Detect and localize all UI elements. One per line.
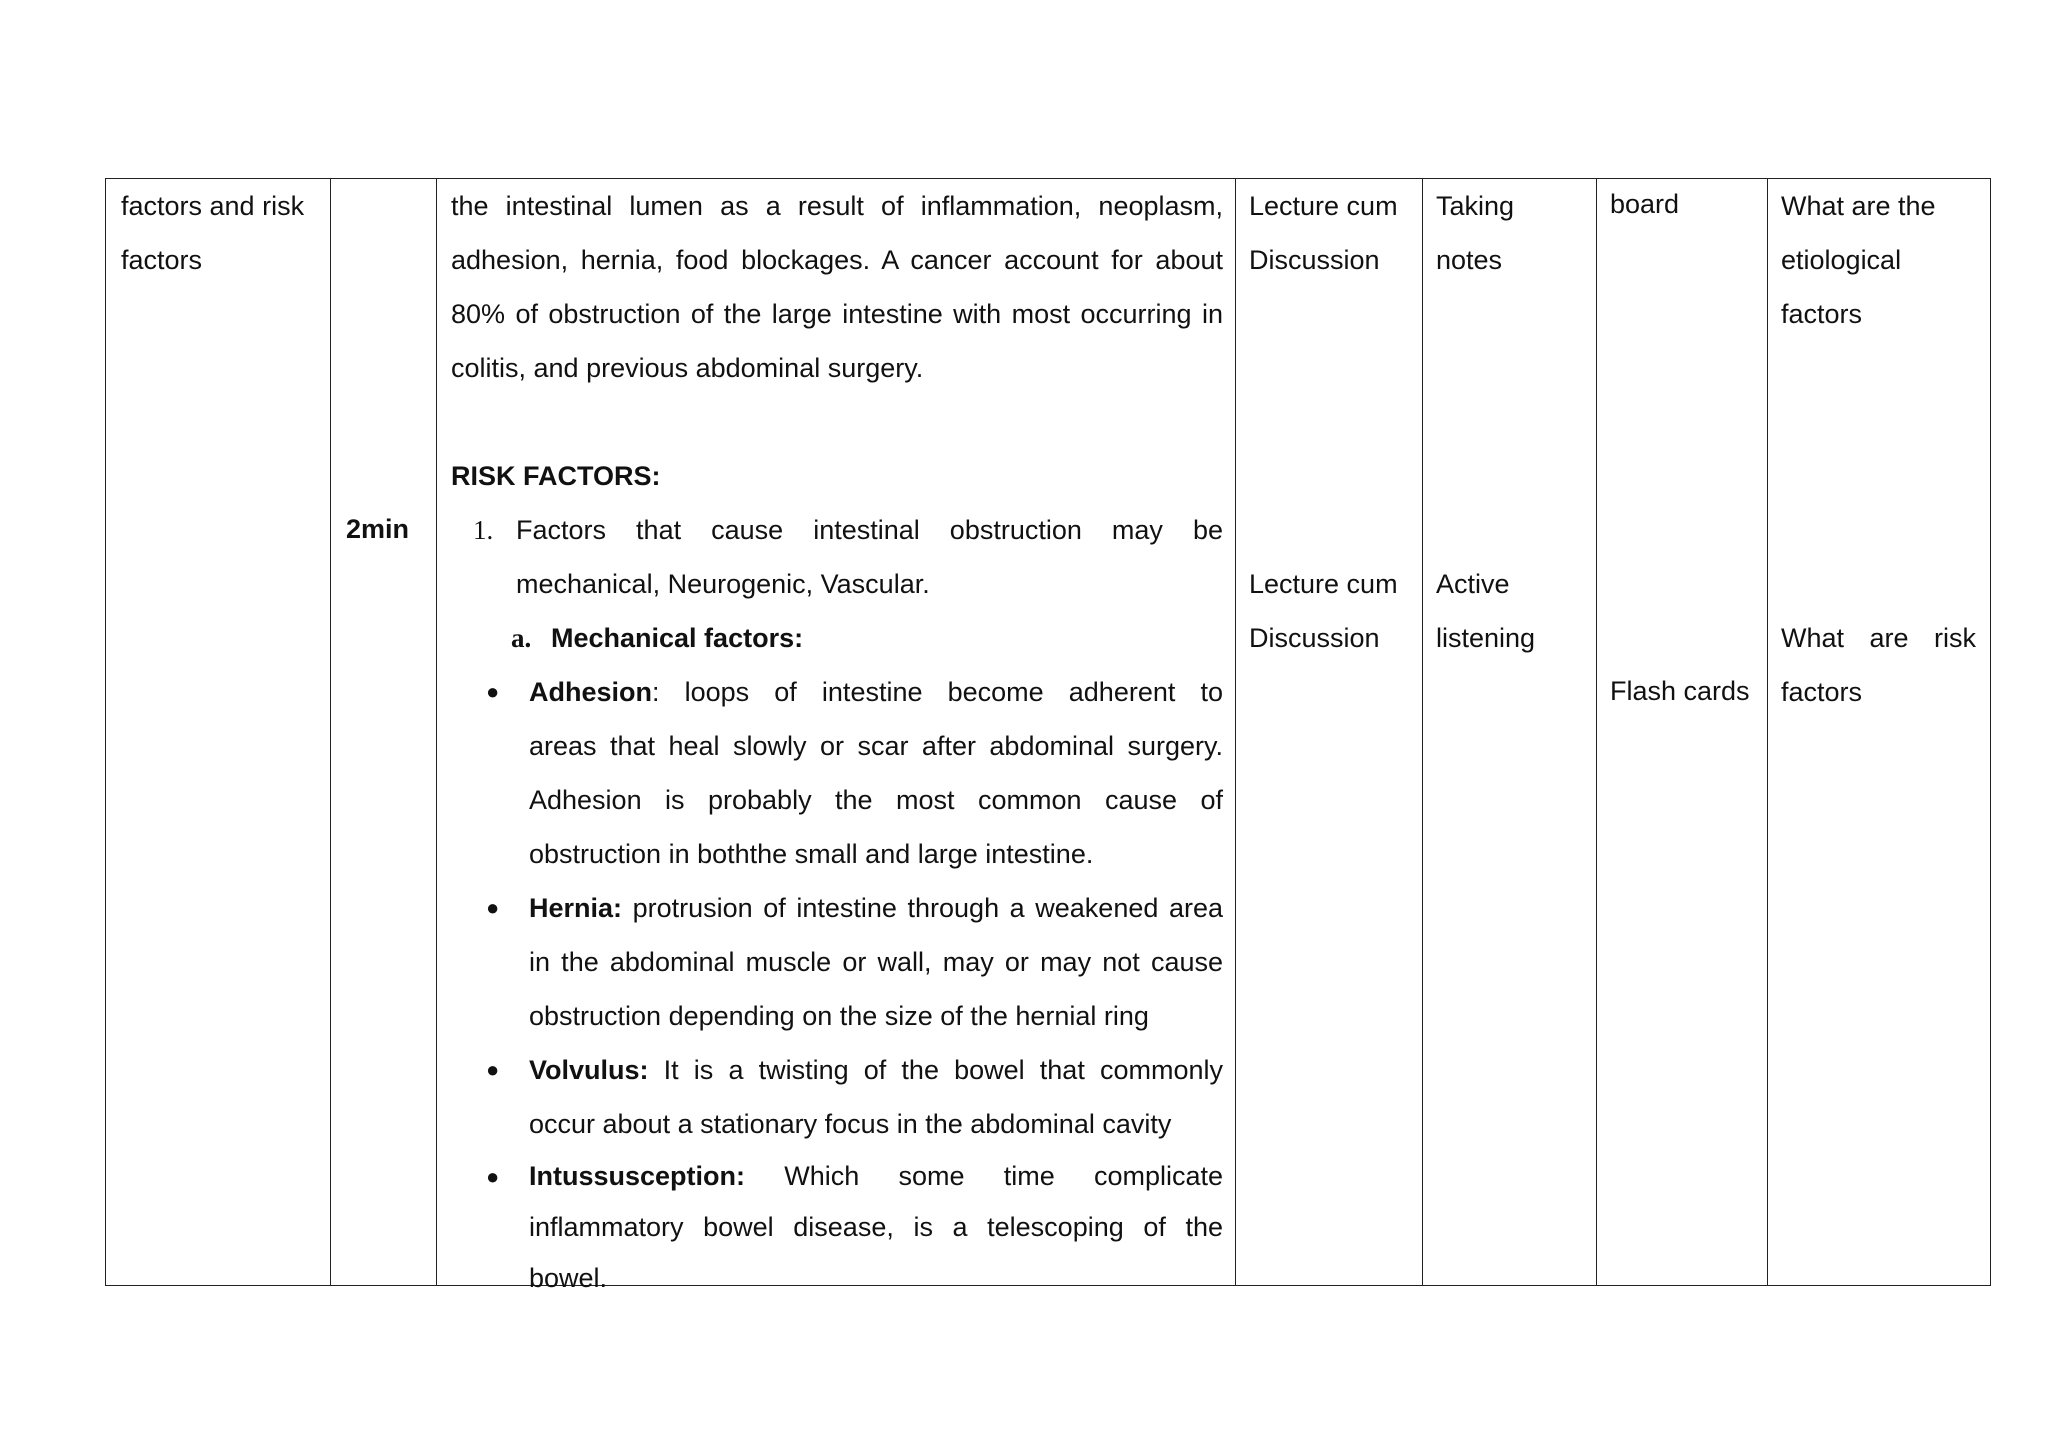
bullet-term: Hernia: — [529, 893, 623, 923]
item-text: Factors that cause intestinal obstruction may be — [516, 515, 1223, 545]
content-line: colitis, and previous abdominal surgery. — [451, 353, 924, 383]
bullet-icon: ● — [486, 895, 500, 920]
bullet-desc: It is a twisting of the bowel that commonly — [648, 1055, 1223, 1085]
evaluation-line: What are risk — [1781, 623, 1976, 653]
bullet-text: occur about a stationary focus in the abdominal cavity — [529, 1109, 1172, 1139]
content-line: 80% of obstruction of the large intestine with most occurring in — [451, 299, 1223, 329]
content-line: the intestinal lumen as a result of inflammation, neoplasm, — [451, 191, 1223, 221]
activity-line: Taking — [1436, 191, 1515, 221]
topic-line: factors and risk — [121, 191, 305, 221]
activity-line: listening — [1436, 623, 1536, 653]
column-divider — [436, 179, 437, 1285]
column-divider — [330, 179, 331, 1285]
topic-cell — [121, 179, 304, 287]
bullet-adhesion — [451, 665, 1223, 881]
aids-line: Flash cards — [1610, 676, 1750, 706]
aids-cell — [1610, 177, 1679, 231]
column-divider — [1596, 179, 1597, 1285]
column-divider — [1235, 179, 1236, 1285]
evaluation-line: factors — [1781, 299, 1863, 329]
bullet-icon: ● — [486, 679, 500, 704]
bullet-term: Volvulus: — [529, 1055, 649, 1085]
activity-cell — [1436, 557, 1535, 665]
bullet-text — [451, 1043, 1223, 1097]
bullet-hernia — [451, 881, 1223, 1043]
bullet-desc: : loops of intestine become adherent to — [652, 677, 1223, 707]
sub-item-letter: a. — [511, 623, 532, 653]
bullet-text — [451, 1151, 1223, 1202]
evaluation-line: What are the — [1781, 191, 1936, 221]
method-cell — [1249, 557, 1398, 665]
evaluation-cell — [1781, 611, 1976, 719]
numbered-item-1 — [451, 503, 1223, 611]
column-divider — [1422, 179, 1423, 1285]
time-allocation: 2min — [346, 514, 410, 544]
bullet-icon: ● — [486, 1164, 500, 1189]
bullet-text: obstruction depending on the size of the hernial ring — [529, 1001, 1149, 1031]
bullet-text: in the abdominal muscle or wall, may or may not cause — [529, 947, 1223, 977]
evaluation-line: factors — [1781, 677, 1863, 707]
evaluation-cell — [1781, 179, 1936, 341]
item-text: mechanical, Neurogenic, Vascular. — [516, 569, 930, 599]
bullet-text: obstruction in boththe small and large intestine. — [529, 839, 1094, 869]
bullet-icon: ● — [486, 1057, 500, 1082]
sub-item-a — [451, 611, 1223, 665]
bullet-text: Adhesion is probably the most common cause of — [529, 785, 1223, 815]
bullet-text: areas that heal slowly or scar after abdominal surgery. — [529, 731, 1223, 761]
topic-line: factors — [121, 245, 203, 275]
activity-line: notes — [1436, 245, 1503, 275]
blank-line — [451, 395, 1223, 449]
aids-line: board — [1610, 189, 1680, 219]
aids-cell — [1610, 664, 1750, 718]
bullet-desc: protrusion of intestine through a weakened area — [622, 893, 1223, 923]
method-line: Discussion — [1249, 245, 1380, 275]
content-line: adhesion, hernia, food blockages. A cancer account for about — [451, 245, 1223, 275]
sub-item-heading: Mechanical factors: — [551, 623, 804, 653]
method-cell — [1249, 179, 1398, 287]
content-cell — [451, 179, 1223, 1304]
bullet-term: Intussusception: — [529, 1161, 746, 1191]
activity-cell — [1436, 179, 1514, 287]
risk-factors-heading: RISK FACTORS: — [451, 461, 661, 491]
bullet-text — [451, 665, 1223, 719]
item-number: 1. — [473, 515, 494, 545]
bullet-text: inflammatory bowel disease, is a telescoping of the — [529, 1212, 1223, 1242]
bullet-desc: Which some time complicate — [745, 1161, 1223, 1191]
method-line: Lecture cum — [1249, 569, 1398, 599]
lesson-plan-table — [105, 178, 1991, 1293]
bullet-term: Adhesion — [529, 677, 653, 707]
activity-line: Active — [1436, 569, 1510, 599]
bullet-intussusception — [451, 1151, 1223, 1304]
method-line: Discussion — [1249, 623, 1380, 653]
bullet-text: bowel. — [529, 1263, 608, 1293]
bullet-text — [451, 881, 1223, 935]
column-divider — [1767, 179, 1768, 1285]
method-line: Lecture cum — [1249, 191, 1398, 221]
bullet-volvulus — [451, 1043, 1223, 1151]
evaluation-line: etiological — [1781, 245, 1902, 275]
